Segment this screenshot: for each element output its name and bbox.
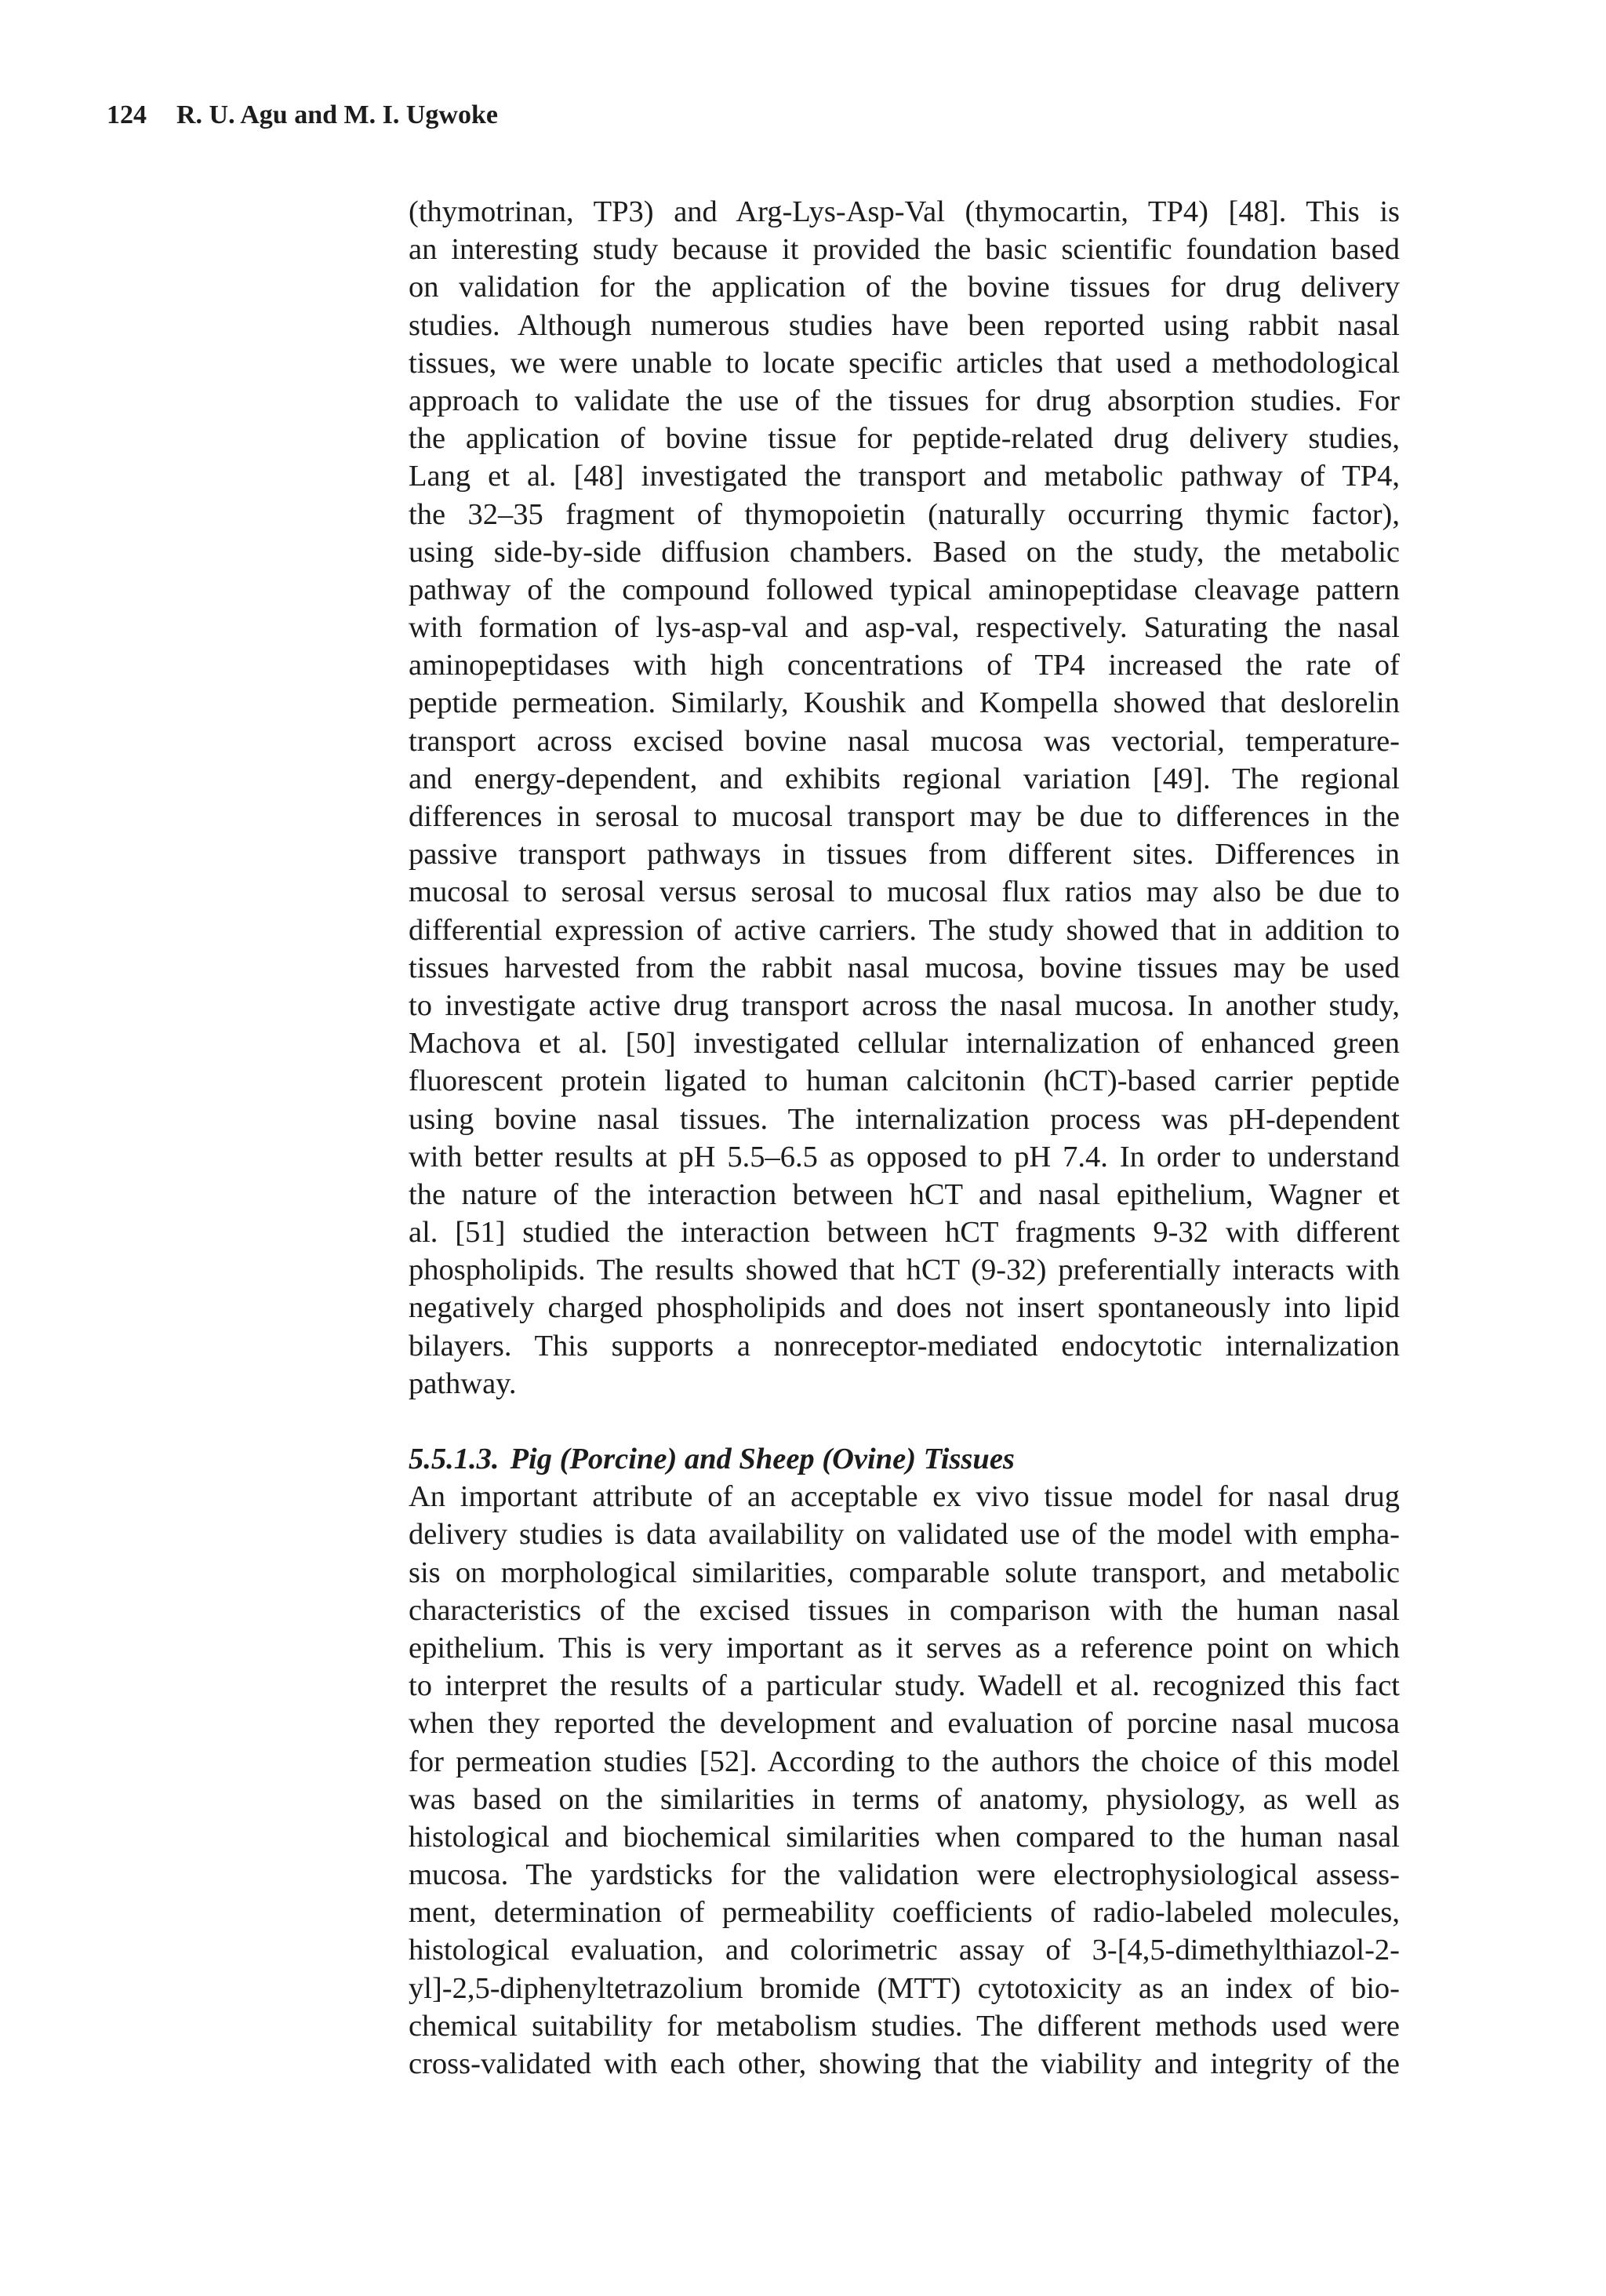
running-head-authors: R. U. Agu and M. I. Ugwoke: [176, 100, 498, 129]
text-line: to investigate active drug transport across the nasal mucosa. In another study,: [409, 988, 1400, 1022]
text-line: an interesting study because it provided the basic scientific foundation based: [409, 233, 1400, 267]
text-line: passive transport pathways in tissues from different sites. Differences in: [409, 838, 1400, 871]
text-line: with formation of lys-asp-val and asp-val, respectively. Saturating the nasal: [409, 611, 1400, 645]
text-line: sis on morphological similarities, comparable solute transport, and metabolic: [409, 1556, 1400, 1589]
text-line: using bovine nasal tissues. The internalization process was pH-dependent: [409, 1102, 1400, 1136]
text-line: the 32–35 fragment of thymopoietin (naturally occurring thymic factor),: [409, 497, 1400, 531]
text-line: using side-by-side diffusion chambers. Based on the study, the metabolic: [409, 535, 1400, 569]
paragraph-bovine-tissues: [409, 193, 1400, 1403]
text-line: and energy-dependent, and exhibits regional variation [49]. The regional: [409, 762, 1400, 795]
running-head: [107, 100, 498, 130]
text-line: al. [51] studied the interaction between hCT fragments 9-32 with different: [409, 1216, 1400, 1250]
text-line: pathway of the compound followed typical aminopeptidase cleavage pattern: [409, 573, 1400, 606]
text-line: fluorescent protein ligated to human calcitonin (hCT)-based carrier peptide: [409, 1064, 1400, 1098]
text-line: mucosal to serosal versus serosal to mucosal flux ratios may also be due to: [409, 875, 1400, 909]
text-line: differential expression of active carriers. The study showed that in addition to: [409, 913, 1400, 947]
text-line: characteristics of the excised tissues in comparison with the human nasal: [409, 1593, 1400, 1627]
text-line: with better results at pH 5.5–6.5 as opposed to pH 7.4. In order to understand: [409, 1140, 1400, 1173]
text-line: peptide permeation. Similarly, Koushik and Kompella showed that deslorelin: [409, 686, 1400, 720]
text-line: histological and biochemical similarities when compared to the human nasal: [409, 1820, 1400, 1854]
text-line: pathway.: [409, 1366, 517, 1400]
text-line: Machova et al. [50] investigated cellular internalization of enhanced green: [409, 1027, 1400, 1061]
text-line: epithelium. This is very important as it serves as a reference point on which: [409, 1631, 1400, 1665]
text-line: tissues harvested from the rabbit nasal mucosa, bovine tissues may be used: [409, 951, 1400, 984]
page-number: 124: [107, 100, 147, 129]
text-line: ment, determination of permeability coefficients of radio-labeled molecules,: [409, 1896, 1400, 1930]
text-line: (thymotrinan, TP3) and Arg-Lys-Asp-Val (thymocartin, TP4) [48]. This is: [409, 195, 1400, 228]
text-line: tissues, we were unable to locate specific articles that used a methodological: [409, 346, 1400, 380]
text-line: Lang et al. [48] investigated the transport and metabolic pathway of TP4,: [409, 460, 1400, 493]
text-line: transport across excised bovine nasal mucosa was vectorial, temperature-: [409, 724, 1400, 758]
body-text: [409, 193, 1400, 2083]
section-title: Pig (Porcine) and Sheep (Ovine) Tissues: [510, 1443, 1015, 1475]
text-line: delivery studies is data availability on validated use of the model with empha-: [409, 1518, 1400, 1552]
paragraph-porcine-ovine-tissues: [409, 1478, 1400, 2083]
text-line: the nature of the interaction between hCT and nasal epithelium, Wagner et: [409, 1177, 1400, 1211]
text-line: on validation for the application of the bovine tissues for drug delivery: [409, 271, 1400, 304]
section-heading: [409, 1440, 1400, 1478]
text-line: cross-validated with each other, showing that the viability and integrity of the: [409, 2047, 1400, 2081]
text-line: for permeation studies [52]. According to the authors the choice of this model: [409, 1745, 1400, 1778]
text-line: histological evaluation, and colorimetric assay of 3-[4,5-dimethylthiazol-2-: [409, 1934, 1400, 1967]
text-line: phospholipids. The results showed that hCT (9-32) preferentially interacts with: [409, 1254, 1400, 1287]
text-line: chemical suitability for metabolism studies. The different methods used were: [409, 2009, 1400, 2043]
text-line: bilayers. This supports a nonreceptor-mediated endocytotic internalization: [409, 1329, 1400, 1363]
text-line: the application of bovine tissue for peptide-related drug delivery studies,: [409, 422, 1400, 456]
text-line: studies. Although numerous studies have been reported using rabbit nasal: [409, 308, 1400, 342]
text-line: to interpret the results of a particular study. Wadell et al. recognized this fact: [409, 1669, 1400, 1703]
section-number: 5.5.1.3.: [409, 1443, 500, 1475]
text-line: aminopeptidases with high concentrations of TP4 increased the rate of: [409, 649, 1400, 682]
text-line: was based on the similarities in terms of anatomy, physiology, as well as: [409, 1782, 1400, 1816]
text-line: when they reported the development and evaluation of porcine nasal mucosa: [409, 1707, 1400, 1741]
text-line: yl]-2,5-diphenyltetrazolium bromide (MTT) cytotoxicity as an index of bio-: [409, 1971, 1400, 2005]
text-line: An important attribute of an acceptable ex vivo tissue model for nasal drug: [409, 1480, 1400, 1514]
text-line: mucosa. The yardsticks for the validation were electrophysiological assess-: [409, 1858, 1400, 1892]
text-line: negatively charged phospholipids and does not insert spontaneously into lipid: [409, 1291, 1400, 1325]
text-line: differences in serosal to mucosal transport may be due to differences in the: [409, 800, 1400, 833]
text-line: approach to validate the use of the tissues for drug absorption studies. For: [409, 384, 1400, 417]
